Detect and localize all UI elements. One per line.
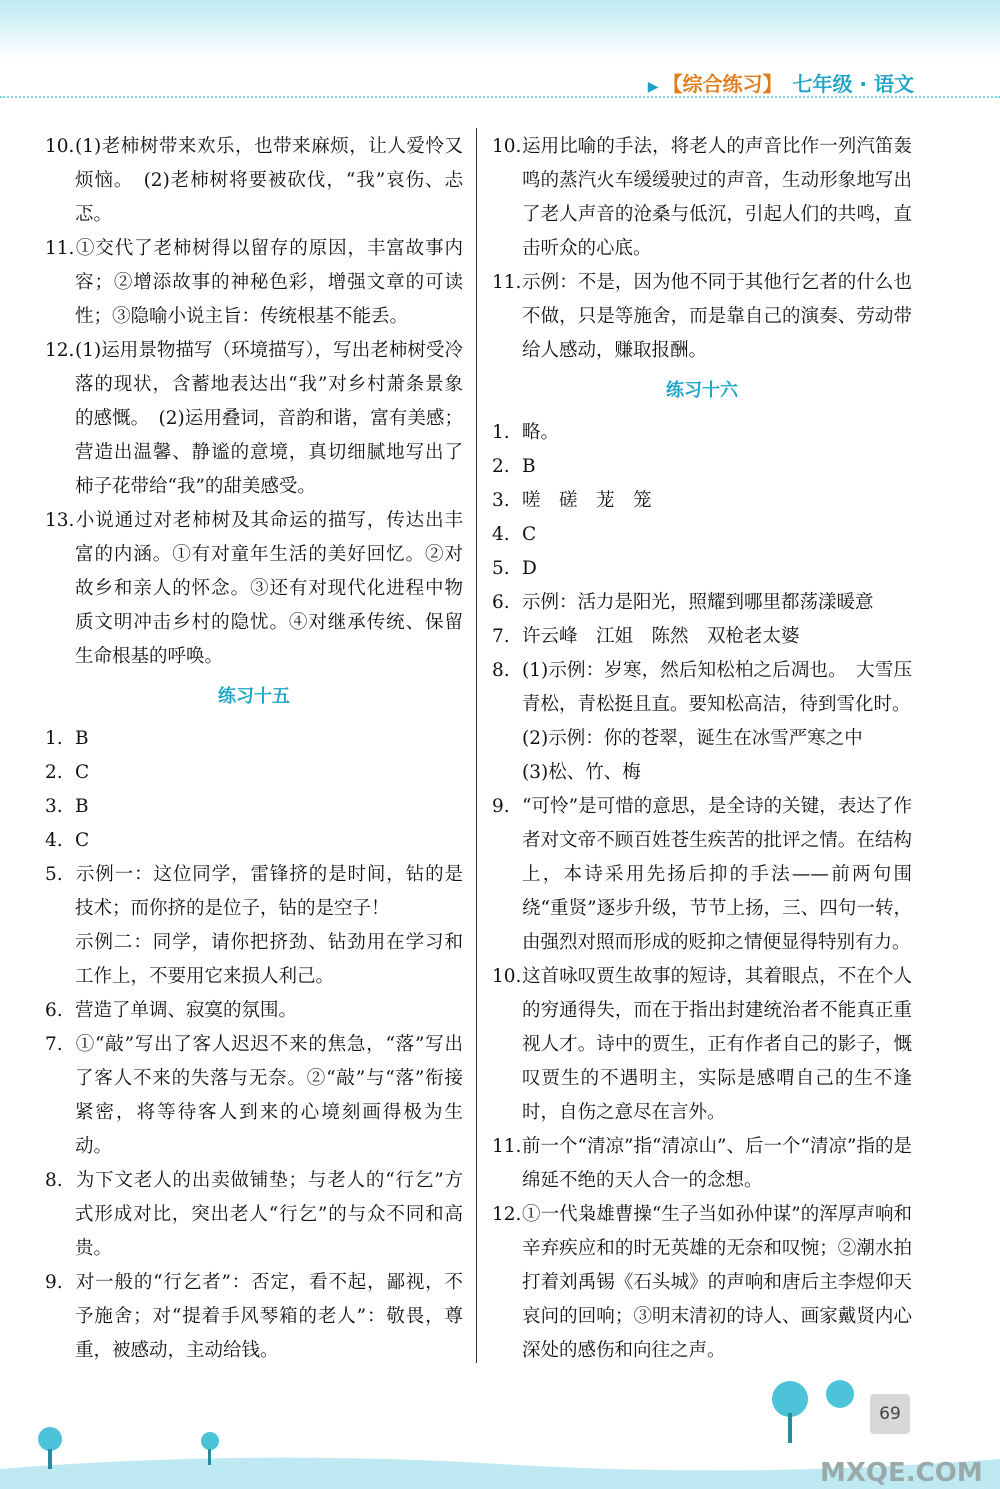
running-header [648, 68, 914, 97]
item-text: 为下文老人的出卖做铺垫；与老人的“行乞”方式形成对比，突出老人“行乞”的与众不同和高贵。 [75, 1170, 463, 1259]
item-text: C [75, 762, 90, 783]
item-number: 11. [45, 238, 75, 259]
item-text: ①“敲”写出了客人迟迟不来的焦急，“落”写出了客人不来的失落与无奈。②“敲”与“落”衔接紧密，将等待客人到来的心境刻画得极为生动。 [75, 1034, 463, 1157]
tree-left-icon [38, 1427, 62, 1451]
item-number: 11. [492, 272, 522, 293]
answer-item [492, 790, 912, 960]
item-number: 10. [492, 136, 522, 157]
item-number: 3. [492, 490, 510, 511]
answer-item [45, 994, 463, 1028]
item-number: 4. [45, 830, 63, 851]
page-number: 69 [870, 1394, 910, 1434]
left-column [45, 130, 463, 1368]
item-text: B [75, 728, 89, 749]
item-number: 8. [492, 660, 510, 681]
item-number: 1. [492, 422, 510, 443]
grade-subject: 七年级 · 语文 [792, 72, 914, 96]
item-text: 示例一：这位同学，雷锋挤的是时间，钻的是技术；而你挤的是位子，钻的是空子！ [75, 864, 463, 919]
answer-item [492, 654, 912, 722]
item-text: B [522, 456, 536, 477]
item-number: 9. [492, 796, 510, 817]
answer-item [45, 504, 463, 674]
item-number: 6. [492, 592, 510, 613]
answer-item [492, 620, 912, 654]
item-number: 8. [45, 1170, 63, 1191]
watermark: MXQE.COM [820, 1458, 983, 1488]
answer-item [492, 960, 912, 1130]
answer-item [45, 790, 463, 824]
item-text: ①交代了老柿树得以留存的原因，丰富故事内容；②增添故事的神秘色彩，增强文章的可读性；③隐喻小说主旨：传统根基不能丢。 [75, 238, 463, 327]
item-text: 略。 [522, 422, 560, 443]
answer-item [45, 334, 463, 504]
item-number: 7. [45, 1034, 63, 1055]
item-number: 6. [45, 1000, 63, 1021]
answer-item [492, 518, 912, 552]
item-text: 运用比喻的手法，将老人的声音比作一列汽笛轰鸣的蒸汽火车缓缓驶过的声音，生动形象地写出了老人声音的沧桑与低沉，引起人们的共鸣，直击听众的心底。 [522, 136, 912, 259]
answer-item [492, 416, 912, 450]
answer-item [45, 858, 463, 926]
arrow-icon: ▶ [647, 79, 659, 95]
item-text: 对一般的“行乞者”：否定，看不起，鄙视，不予施舍；对“提着手风琴箱的老人”：敬畏，尊重，被感动，主动给钱。 [75, 1272, 463, 1361]
item-text: (1)示例：岁寒，然后知松柏之后凋也。 大雪压青松，青松挺且直。要知松高洁，待到雪化时。 [522, 660, 912, 715]
item-number: 2. [45, 762, 63, 783]
tree-right-icon [772, 1381, 808, 1417]
item-text: 许云峰 江姐 陈然 双枪老太婆 [522, 626, 800, 647]
tree-small-icon [201, 1432, 219, 1450]
item-number: 9. [45, 1272, 63, 1293]
footer-decoration [0, 1369, 1000, 1489]
item-text: “可怜”是可惜的意思，是全诗的关键，表达了作者对文帝不顾百姓苍生疾苦的批评之情。在结构上，本诗采用先扬后抑的手法——前两句围绕“重贤”逐步升级，节节上扬，三、四句一转，由强烈对照而形成的贬抑之情便显得特别有力。 [522, 796, 912, 953]
item-text: (1)运用景物描写（环境描写），写出老柿树受冷落的现状，含蓄地表达出“我”对乡村萧条景象的感慨。 (2)运用叠词，音韵和谐，富有美感；营造出温馨、静谧的意境，真切细腻地写出了柿子花带给“我”的甜美感受。 [75, 340, 463, 497]
item-number: 2. [492, 456, 510, 477]
item-text: B [75, 796, 89, 817]
item-number: 5. [45, 864, 63, 885]
answer-item [45, 232, 463, 334]
item-subanswer: (3)松、竹、梅 [522, 762, 641, 783]
column-divider [476, 128, 477, 1363]
item-number: 12. [492, 1204, 522, 1225]
item-number: 3. [45, 796, 63, 817]
item-text: C [75, 830, 90, 851]
item-number: 10. [45, 136, 75, 157]
item-number: 1. [45, 728, 63, 749]
answer-item [492, 450, 912, 484]
answer-item [492, 266, 912, 368]
item-text: 示例：不是，因为他不同于其他行乞者的什么也不做，只是等施舍，而是靠自己的演奏、劳动带给人感动，赚取报酬。 [522, 272, 912, 361]
item-number: 13. [45, 510, 75, 531]
item-text: 嗟 磋 茏 笼 [522, 490, 652, 511]
item-subanswer: (2)示例：你的苍翠，诞生在冰雪严寒之中 [522, 728, 863, 749]
answer-item [492, 1130, 912, 1198]
answer-item [492, 484, 912, 518]
item-number: 5. [492, 558, 510, 579]
item-text: 营造了单调、寂寞的氛围。 [75, 1000, 298, 1021]
item-number: 11. [492, 1136, 522, 1157]
item-subanswer: 示例二：同学，请你把挤劲、钻劲用在学习和工作上，不要用它来损人利己。 [75, 932, 463, 987]
answer-item [45, 722, 463, 756]
section-label: 【综合练习】 [662, 72, 783, 96]
item-text: (1)老柿树带来欢乐，也带来麻烦，让人爱怜又烦恼。 (2)老柿树将要被砍伐，“我”哀伤、忐忑。 [75, 136, 463, 225]
item-number: 12. [45, 340, 75, 361]
item-text: D [522, 558, 537, 579]
right-column [492, 130, 912, 1368]
top-sky-band [0, 0, 1000, 60]
answer-item [45, 130, 463, 232]
answer-item [45, 1266, 463, 1368]
section-title-16: 练习十六 [666, 380, 738, 401]
item-number: 10. [492, 966, 522, 987]
answer-item [45, 1028, 463, 1164]
item-text: 示例：活力是阳光，照耀到哪里都荡漾暖意 [522, 592, 874, 613]
item-number: 7. [492, 626, 510, 647]
answer-item [45, 756, 463, 790]
answer-item [45, 824, 463, 858]
item-text: 前一个“清凉”指“清凉山”、后一个“清凉”指的是绵延不绝的天人合一的念想。 [522, 1136, 912, 1191]
item-text: ①一代枭雄曹操“生子当如孙仲谋”的浑厚声响和辛弃疾应和的时无英雄的无奈和叹惋；②潮水拍打着刘禹锡《石头城》的声响和唐后主李煜仰天哀问的回响；③明末清初的诗人、画家戴贤内心深处的感伤和向往之声。 [522, 1204, 912, 1361]
answer-item [492, 130, 912, 266]
item-number: 4. [492, 524, 510, 545]
item-text: C [522, 524, 537, 545]
answer-item [492, 1198, 912, 1368]
section-title-15: 练习十五 [218, 686, 290, 707]
answer-item [492, 586, 912, 620]
answer-item [45, 1164, 463, 1266]
item-text: 小说通过对老柿树及其命运的描写，传达出丰富的内涵。①有对童年生活的美好回忆。②对故乡和亲人的怀念。③还有对现代化进程中物质文明冲击乡村的隐忧。④对继承传统、保留生命根基的呼唤。 [75, 510, 463, 667]
answer-item [492, 552, 912, 586]
item-text: 这首咏叹贾生故事的短诗，其着眼点，不在个人的穷通得失，而在于指出封建统治者不能真正重视人才。诗中的贾生，正有作者自己的影子，慨叹贾生的不遇明主，实际是感喟自己的生不逢时，自伤之意尽在言外。 [522, 966, 912, 1123]
